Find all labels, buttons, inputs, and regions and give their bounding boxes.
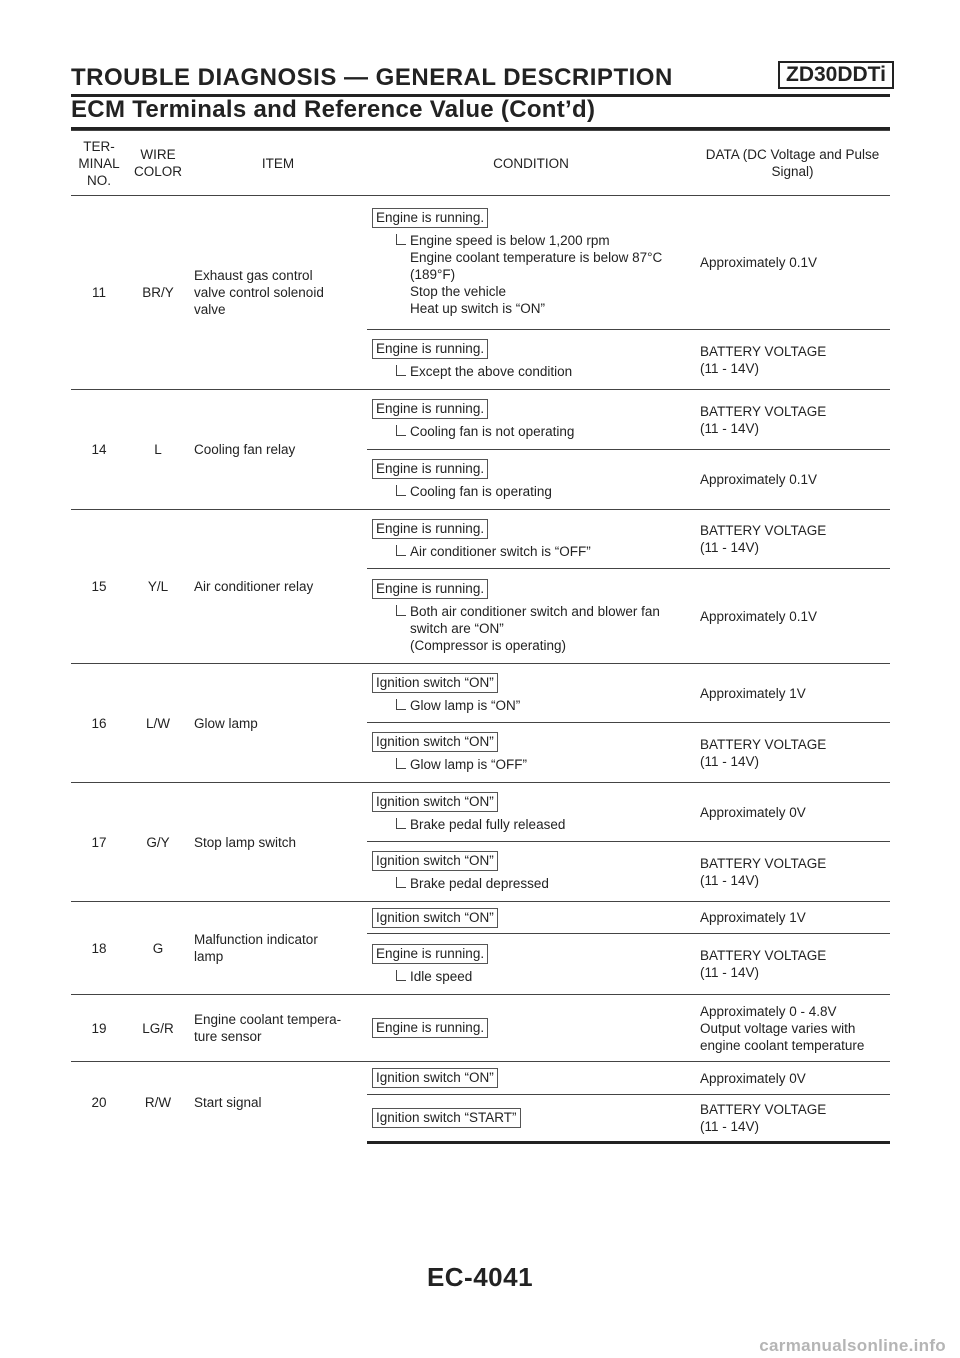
condition-line: (Compressor is operating) (410, 637, 567, 653)
condition-detail (372, 603, 690, 654)
condition-line: Stop the vehicle (410, 284, 507, 299)
condition-line: Engine speed is below 1,200 rpm (410, 233, 610, 248)
page-number: EC-4041 (426, 1262, 534, 1292)
data-line: Approximately 0V (700, 1070, 806, 1086)
condition-detail (372, 423, 690, 440)
header-data-line: DATA (DC Voltage and Pulse (705, 147, 880, 162)
data-line: Approximately 0 - 4.8V (700, 1003, 837, 1019)
condition-line: Cooling fan is not operating (410, 424, 575, 439)
data-line: engine coolant temperature (700, 1037, 865, 1053)
data-cell (695, 995, 890, 1062)
wire-color-cell: G/Y (127, 783, 189, 902)
item-line: Exhaust gas control (194, 268, 313, 283)
data-cell (695, 390, 890, 450)
bracket-icon (396, 758, 406, 769)
header-wire-line: WIRE (140, 147, 176, 162)
terminal-number-cell: 19 (71, 995, 127, 1062)
bracket-icon (396, 970, 406, 981)
header-data-line: Signal) (771, 164, 814, 179)
table-row (71, 902, 890, 934)
condition-cell (367, 783, 695, 842)
condition-cell (367, 1095, 695, 1143)
item-cell (189, 783, 367, 902)
condition-box: Ignition switch “ON” (372, 908, 498, 928)
item-line: Cooling fan relay (194, 442, 296, 457)
condition-box: Engine is running. (372, 944, 488, 964)
condition-cell (367, 902, 695, 934)
data-cell (695, 1095, 890, 1143)
data-line: Approximately 1V (700, 910, 806, 925)
condition-line: Glow lamp is “ON” (410, 697, 521, 713)
data-cell (695, 723, 890, 783)
header-condition: CONDITION (367, 131, 695, 196)
condition-box: Ignition switch “START” (372, 1108, 521, 1128)
data-line: (11 - 14V) (700, 753, 760, 769)
data-cell (695, 330, 890, 390)
condition-detail (372, 697, 690, 714)
header-item: ITEM (189, 131, 367, 196)
data-line: (11 - 14V) (700, 420, 760, 436)
data-line: BATTERY VOLTAGE (700, 855, 827, 871)
condition-cell (367, 664, 695, 723)
table-row (71, 995, 890, 1062)
data-cell (695, 783, 890, 842)
condition-line: Cooling fan is operating (410, 484, 552, 499)
watermark: carmanualsonline.info (759, 1336, 946, 1355)
data-cell (695, 196, 890, 330)
condition-line: Idle speed (410, 968, 473, 984)
bracket-icon (396, 365, 406, 376)
condition-detail (372, 968, 690, 985)
data-cell (695, 569, 890, 664)
condition-detail (372, 543, 690, 560)
data-line: BATTERY VOLTAGE (700, 403, 827, 419)
condition-cell (367, 723, 695, 783)
condition-box: Engine is running. (372, 339, 488, 359)
terminal-number-cell: 20 (71, 1062, 127, 1143)
condition-box: Ignition switch “ON” (372, 673, 498, 693)
item-line: valve (194, 302, 226, 317)
table-row (71, 510, 890, 569)
header-wire-line: COLOR (133, 164, 182, 179)
wire-color-cell: LG/R (127, 995, 189, 1062)
condition-cell (367, 934, 695, 995)
data-line: BATTERY VOLTAGE (700, 343, 827, 359)
condition-cell (367, 330, 695, 390)
condition-cell (367, 1062, 695, 1095)
engine-code-badge: ZD30DDTi (778, 61, 894, 89)
wire-color-cell: BR/Y (127, 196, 189, 390)
data-line: BATTERY VOLTAGE (700, 736, 827, 752)
header-terminal-line: TER- (83, 138, 115, 154)
condition-line: Heat up switch is “ON” (410, 301, 546, 316)
condition-box: Ignition switch “ON” (372, 1068, 498, 1088)
terminal-number-cell: 17 (71, 783, 127, 902)
item-line: valve control solenoid (194, 285, 324, 300)
terminal-number-cell: 16 (71, 664, 127, 783)
data-line: (11 - 14V) (700, 1119, 760, 1134)
condition-box: Ignition switch “ON” (372, 732, 498, 752)
item-cell (189, 1062, 367, 1143)
table-row (71, 196, 890, 330)
condition-box: Engine is running. (372, 208, 488, 228)
table-header-row (71, 131, 890, 196)
wire-color-cell: L/W (127, 664, 189, 783)
item-cell (189, 664, 367, 783)
condition-detail (372, 232, 690, 317)
condition-line: Engine coolant temperature is below 87°C (410, 250, 663, 265)
ecm-terminal-table (71, 130, 890, 1144)
bracket-icon (396, 699, 406, 710)
data-line: Output voltage varies with (700, 1020, 856, 1036)
condition-detail (372, 483, 690, 500)
data-cell (695, 842, 890, 902)
data-line: BATTERY VOLTAGE (700, 1102, 827, 1117)
item-line: Air conditioner relay (194, 579, 314, 594)
condition-cell (367, 450, 695, 510)
item-line: Engine coolant tempera- (194, 1012, 342, 1027)
wire-color-cell: Y/L (127, 510, 189, 664)
data-line: (11 - 14V) (700, 965, 760, 980)
data-line: BATTERY VOLTAGE (700, 523, 827, 538)
condition-cell (367, 196, 695, 330)
table-row (71, 390, 890, 450)
data-line: Approximately 0.1V (700, 608, 818, 624)
item-line: lamp (194, 949, 224, 964)
terminal-number-cell: 11 (71, 196, 127, 390)
condition-cell (367, 510, 695, 569)
item-line: ture sensor (194, 1029, 262, 1044)
condition-line: Brake pedal depressed (410, 876, 549, 891)
condition-box: Ignition switch “ON” (372, 792, 498, 812)
condition-line: Glow lamp is “OFF” (410, 757, 528, 772)
header-terminal-number (71, 131, 127, 196)
table-row (71, 783, 890, 842)
condition-line: Both air conditioner switch and blower fan (410, 603, 660, 619)
condition-line: Except the above condition (410, 364, 573, 379)
item-line: Glow lamp (194, 715, 258, 731)
table-row (71, 664, 890, 723)
page-subtitle: ECM Terminals and Reference Value (Cont’d) (71, 96, 596, 123)
wire-color-cell: G (127, 902, 189, 995)
bracket-icon (396, 545, 406, 556)
table-row (71, 1062, 890, 1095)
data-line: BATTERY VOLTAGE (700, 948, 827, 963)
condition-detail (372, 875, 690, 892)
condition-box: Ignition switch “ON” (372, 851, 498, 871)
bracket-icon (396, 877, 406, 888)
header-wire-color (127, 131, 189, 196)
wire-color-cell: R/W (127, 1062, 189, 1143)
data-cell (695, 934, 890, 995)
data-cell (695, 664, 890, 723)
condition-cell (367, 569, 695, 664)
item-cell (189, 196, 367, 390)
condition-cell (367, 390, 695, 450)
data-line: Approximately 0.1V (700, 472, 818, 487)
table-body (71, 196, 890, 1143)
condition-cell (367, 842, 695, 902)
data-line: (11 - 14V) (700, 360, 760, 376)
terminal-number-cell: 15 (71, 510, 127, 664)
data-cell (695, 1062, 890, 1095)
header-terminal-line: MINAL (78, 155, 120, 171)
item-line: Malfunction indicator (194, 932, 318, 947)
item-cell (189, 995, 367, 1062)
condition-detail (372, 363, 690, 380)
data-line: Approximately 1V (700, 685, 806, 701)
header-terminal-line: NO. (86, 172, 111, 188)
condition-box: Engine is running. (372, 519, 488, 539)
item-cell (189, 390, 367, 510)
item-line: Start signal (194, 1094, 262, 1110)
data-line: (11 - 14V) (700, 872, 760, 888)
condition-detail (372, 756, 690, 773)
bracket-icon (396, 234, 406, 245)
data-cell (695, 902, 890, 934)
item-cell (189, 902, 367, 995)
condition-box: Engine is running. (372, 399, 488, 419)
bracket-icon (396, 605, 406, 616)
data-line: (11 - 14V) (700, 540, 760, 555)
condition-line: switch are “ON” (410, 620, 504, 636)
data-cell (695, 510, 890, 569)
data-line: Approximately 0.1V (700, 255, 818, 270)
header-data (695, 131, 890, 196)
condition-line: Air conditioner switch is “OFF” (410, 543, 591, 559)
data-cell (695, 450, 890, 510)
terminal-number-cell: 18 (71, 902, 127, 995)
bracket-icon (396, 818, 406, 829)
condition-cell (367, 995, 695, 1062)
item-line: Stop lamp switch (194, 834, 297, 850)
section-title: TROUBLE DIAGNOSIS — GENERAL DESCRIPTION (71, 64, 673, 91)
wire-color-cell: L (127, 390, 189, 510)
terminal-number-cell: 14 (71, 390, 127, 510)
bracket-icon (396, 485, 406, 496)
condition-box: Engine is running. (372, 459, 488, 479)
bracket-icon (396, 425, 406, 436)
item-cell (189, 510, 367, 664)
condition-line: (189°F) (410, 267, 456, 282)
condition-box: Engine is running. (372, 1018, 488, 1038)
condition-detail (372, 816, 690, 833)
condition-line: Brake pedal fully released (410, 816, 566, 832)
condition-box: Engine is running. (372, 579, 488, 599)
data-line: Approximately 0V (700, 804, 806, 820)
